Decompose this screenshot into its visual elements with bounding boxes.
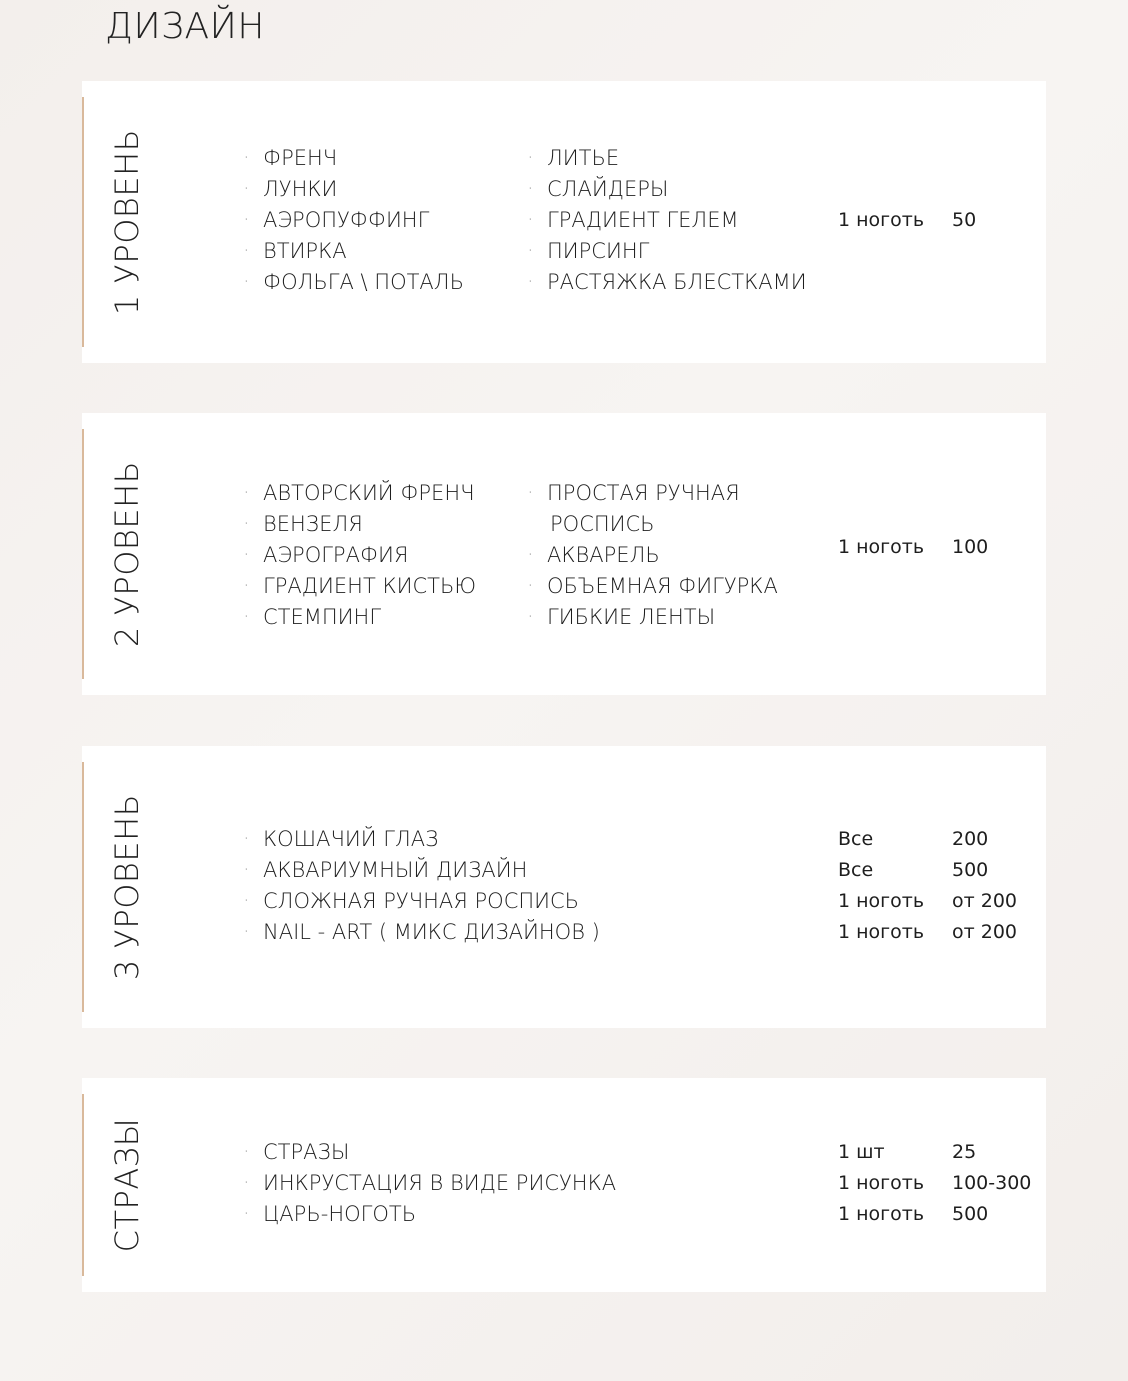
- list-item: · АЭРОПУФФИНГ: [263, 205, 464, 236]
- price-value: 100-300: [952, 1172, 1032, 1194]
- service-list-left: [244, 143, 464, 298]
- bullet-icon: ·: [528, 181, 533, 197]
- list-item: · ОБЪЕМНАЯ ФИГУРКА: [547, 571, 778, 602]
- service-list: [244, 824, 600, 948]
- list-item: · ФОЛЬГА \ ПОТАЛЬ: [263, 267, 464, 298]
- service-list-right: [528, 478, 778, 633]
- bullet-icon: ·: [244, 150, 249, 166]
- card-accent-line: [82, 1094, 84, 1276]
- bullet-icon: ·: [244, 274, 249, 290]
- list-item: · ЛИТЬЕ: [547, 143, 807, 174]
- bullet-icon: ·: [528, 150, 533, 166]
- price-value: 500: [952, 859, 989, 881]
- bullet-icon: ·: [528, 547, 533, 563]
- bullet-icon: ·: [244, 1144, 249, 1160]
- bullet-icon: ·: [244, 547, 249, 563]
- list-item: · ВТИРКА: [263, 236, 464, 267]
- list-item: · АВТОРСКИЙ ФРЕНЧ: [263, 478, 476, 509]
- bullet-icon: ·: [528, 578, 533, 594]
- bullet-icon: ·: [244, 924, 249, 940]
- list-item: · КОШАЧИЙ ГЛАЗ: [263, 824, 600, 855]
- service-list-left: [244, 478, 476, 633]
- list-item: · ВЕНЗЕЛЯ: [263, 509, 476, 540]
- unit-label: 1 ноготь: [838, 890, 925, 912]
- price-value: от 200: [952, 921, 1017, 943]
- bullet-icon: ·: [528, 485, 533, 501]
- list-item: · ГРАДИЕНТ КИСТЬЮ: [263, 571, 476, 602]
- bullet-icon: ·: [244, 485, 249, 501]
- unit-label: Все: [838, 828, 874, 850]
- list-item: · АКВАРЕЛЬ: [547, 540, 778, 571]
- list-item: · СЛОЖНАЯ РУЧНАЯ РОСПИСЬ: [263, 886, 600, 917]
- list-item: · РАСТЯЖКА БЛЕСТКАМИ: [547, 267, 807, 298]
- price-value: от 200: [952, 890, 1017, 912]
- list-item: · ГРАДИЕНТ ГЕЛЕМ: [547, 205, 807, 236]
- unit-label: 1 ноготь: [838, 1203, 925, 1225]
- unit-label: 1 шт: [838, 1141, 885, 1163]
- list-item: · АЭРОГРАФИЯ: [263, 540, 476, 571]
- unit-label: 1 ноготь: [838, 921, 925, 943]
- bullet-icon: ·: [244, 862, 249, 878]
- list-item: · ИНКРУСТАЦИЯ В ВИДЕ РИСУНКА: [263, 1168, 616, 1199]
- price-column: [952, 1137, 1031, 1230]
- list-item: · СЛАЙДЕРЫ: [547, 174, 807, 205]
- price-value: 500: [952, 1203, 989, 1225]
- list-item: · ЛУНКИ: [263, 174, 464, 205]
- list-item: · СТЕМПИНГ: [263, 602, 476, 633]
- bullet-icon: ·: [244, 1206, 249, 1222]
- bullet-icon: ·: [528, 243, 533, 259]
- bullet-icon: ·: [244, 181, 249, 197]
- bullet-icon: ·: [244, 516, 249, 532]
- service-list: [244, 1137, 617, 1230]
- price-value: 50: [952, 209, 977, 231]
- section-label: 3 УРОВЕНЬ: [108, 793, 146, 981]
- list-item: · ГИБКИЕ ЛЕНТЫ: [547, 602, 778, 633]
- bullet-icon: ·: [528, 609, 533, 625]
- section-label: СТРАЗЫ: [108, 1117, 146, 1253]
- section-label: 2 УРОВЕНЬ: [108, 460, 146, 648]
- bullet-icon: ·: [244, 831, 249, 847]
- unit-label: 1 ноготь: [838, 536, 925, 558]
- bullet-icon: ·: [244, 243, 249, 259]
- list-item-continuation: РОСПИСЬ: [550, 512, 655, 536]
- list-item: · АКВАРИУМНЫЙ ДИЗАЙН: [263, 855, 600, 886]
- bullet-icon: ·: [244, 1175, 249, 1191]
- price-value: 200: [952, 828, 989, 850]
- bullet-icon: ·: [244, 893, 249, 909]
- list-item: · ЦАРЬ-НОГОТЬ: [263, 1199, 616, 1230]
- unit-column: [838, 824, 924, 948]
- unit-label: Все: [838, 859, 874, 881]
- bullet-icon: ·: [244, 212, 249, 228]
- price-value: 100: [952, 536, 989, 558]
- price-value: 25: [952, 1141, 977, 1163]
- unit-label: 1 ноготь: [838, 209, 925, 231]
- level-1-card: [82, 81, 1046, 363]
- card-accent-line: [82, 429, 84, 679]
- service-list-right: [528, 143, 807, 298]
- rhinestones-card: [82, 1078, 1046, 1292]
- unit-column: [838, 1137, 924, 1230]
- level-2-card: [82, 413, 1046, 695]
- card-accent-line: [82, 762, 84, 1012]
- bullet-icon: ·: [244, 609, 249, 625]
- level-3-card: [82, 746, 1046, 1028]
- bullet-icon: ·: [528, 274, 533, 290]
- unit-label: 1 ноготь: [838, 1172, 925, 1194]
- price-column: [952, 824, 1017, 948]
- list-item: · NAIL - ART ( МИКС ДИЗАЙНОВ ): [263, 917, 600, 948]
- list-item: · ПИРСИНГ: [547, 236, 807, 267]
- bullet-icon: ·: [244, 578, 249, 594]
- list-item: · ПРОСТАЯ РУЧНАЯ: [547, 478, 778, 509]
- list-item: · ФРЕНЧ: [263, 143, 464, 174]
- section-label: 1 УРОВЕНЬ: [108, 128, 146, 316]
- list-item: · СТРАЗЫ: [263, 1137, 616, 1168]
- card-accent-line: [82, 97, 84, 347]
- bullet-icon: ·: [528, 212, 533, 228]
- page-title: ДИЗАЙН: [105, 6, 265, 47]
